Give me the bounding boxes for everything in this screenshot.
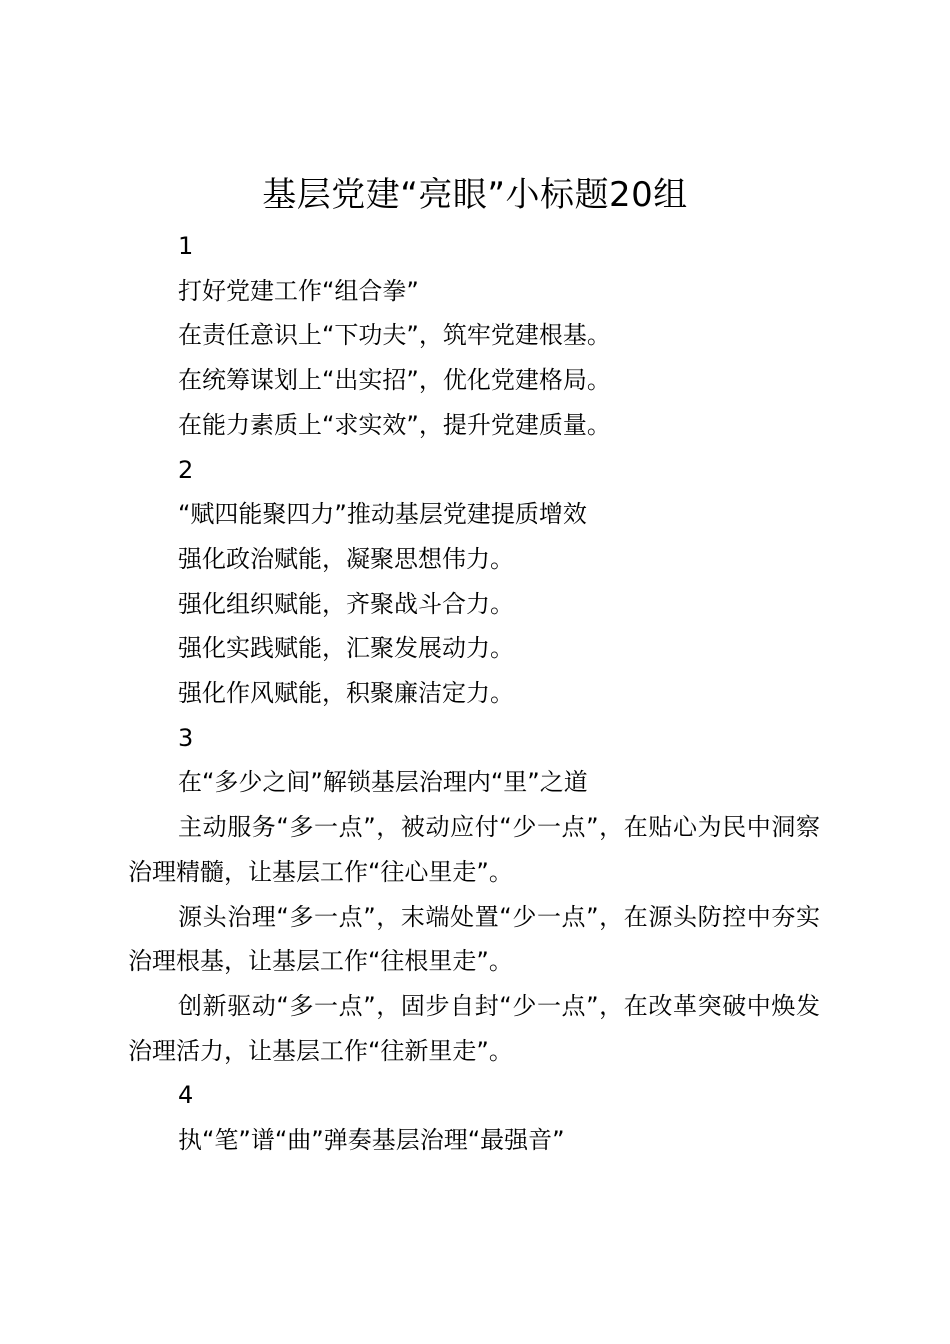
paragraph: 强化作风赋能，积聚廉洁定力。: [178, 679, 514, 708]
section-number: 4: [178, 1081, 194, 1110]
section-number: 2: [178, 455, 194, 484]
paragraph: 创新驱动“多一点”，固步自封“少一点”，在改革突破中焕发治理活力，让基层工作“往新里走”。: [128, 991, 820, 1065]
paragraph: 强化政治赋能，凝聚思想伟力。: [178, 544, 514, 573]
section-heading: “赋四能聚四力”推动基层党建提质增效: [178, 500, 587, 529]
section-heading: 打好党建工作“组合拳”: [178, 276, 419, 305]
paragraph: 在能力素质上“求实效”，提升党建质量。: [178, 410, 611, 439]
section-number: 1: [178, 232, 194, 260]
paragraph: 强化实践赋能，汇聚发展动力。: [178, 634, 514, 663]
paragraph: 在统筹谋划上“出实招”，优化党建格局。: [178, 366, 611, 395]
section-heading: 在“多少之间”解锁基层治理内“里”之道: [178, 768, 588, 797]
section-heading: 执“笔”谱“曲”弹奏基层治理“最强音”: [178, 1126, 565, 1155]
paragraph: 在责任意识上“下功夫”，筑牢党建根基。: [178, 321, 611, 350]
document-body: [128, 224, 820, 1163]
paragraph: 强化组织赋能，齐聚战斗合力。: [178, 589, 514, 618]
section-number: 3: [178, 723, 194, 752]
document-title: 基层党建“亮眼”小标题20组: [262, 175, 688, 215]
paragraph: 源头治理“多一点”，末端处置“少一点”，在源头防控中夯实治理根基，让基层工作“往根里走”。: [128, 902, 820, 976]
paragraph: 主动服务“多一点”，被动应付“少一点”，在贴心为民中洞察治理精髓，让基层工作“往心里走”。: [128, 813, 820, 886]
